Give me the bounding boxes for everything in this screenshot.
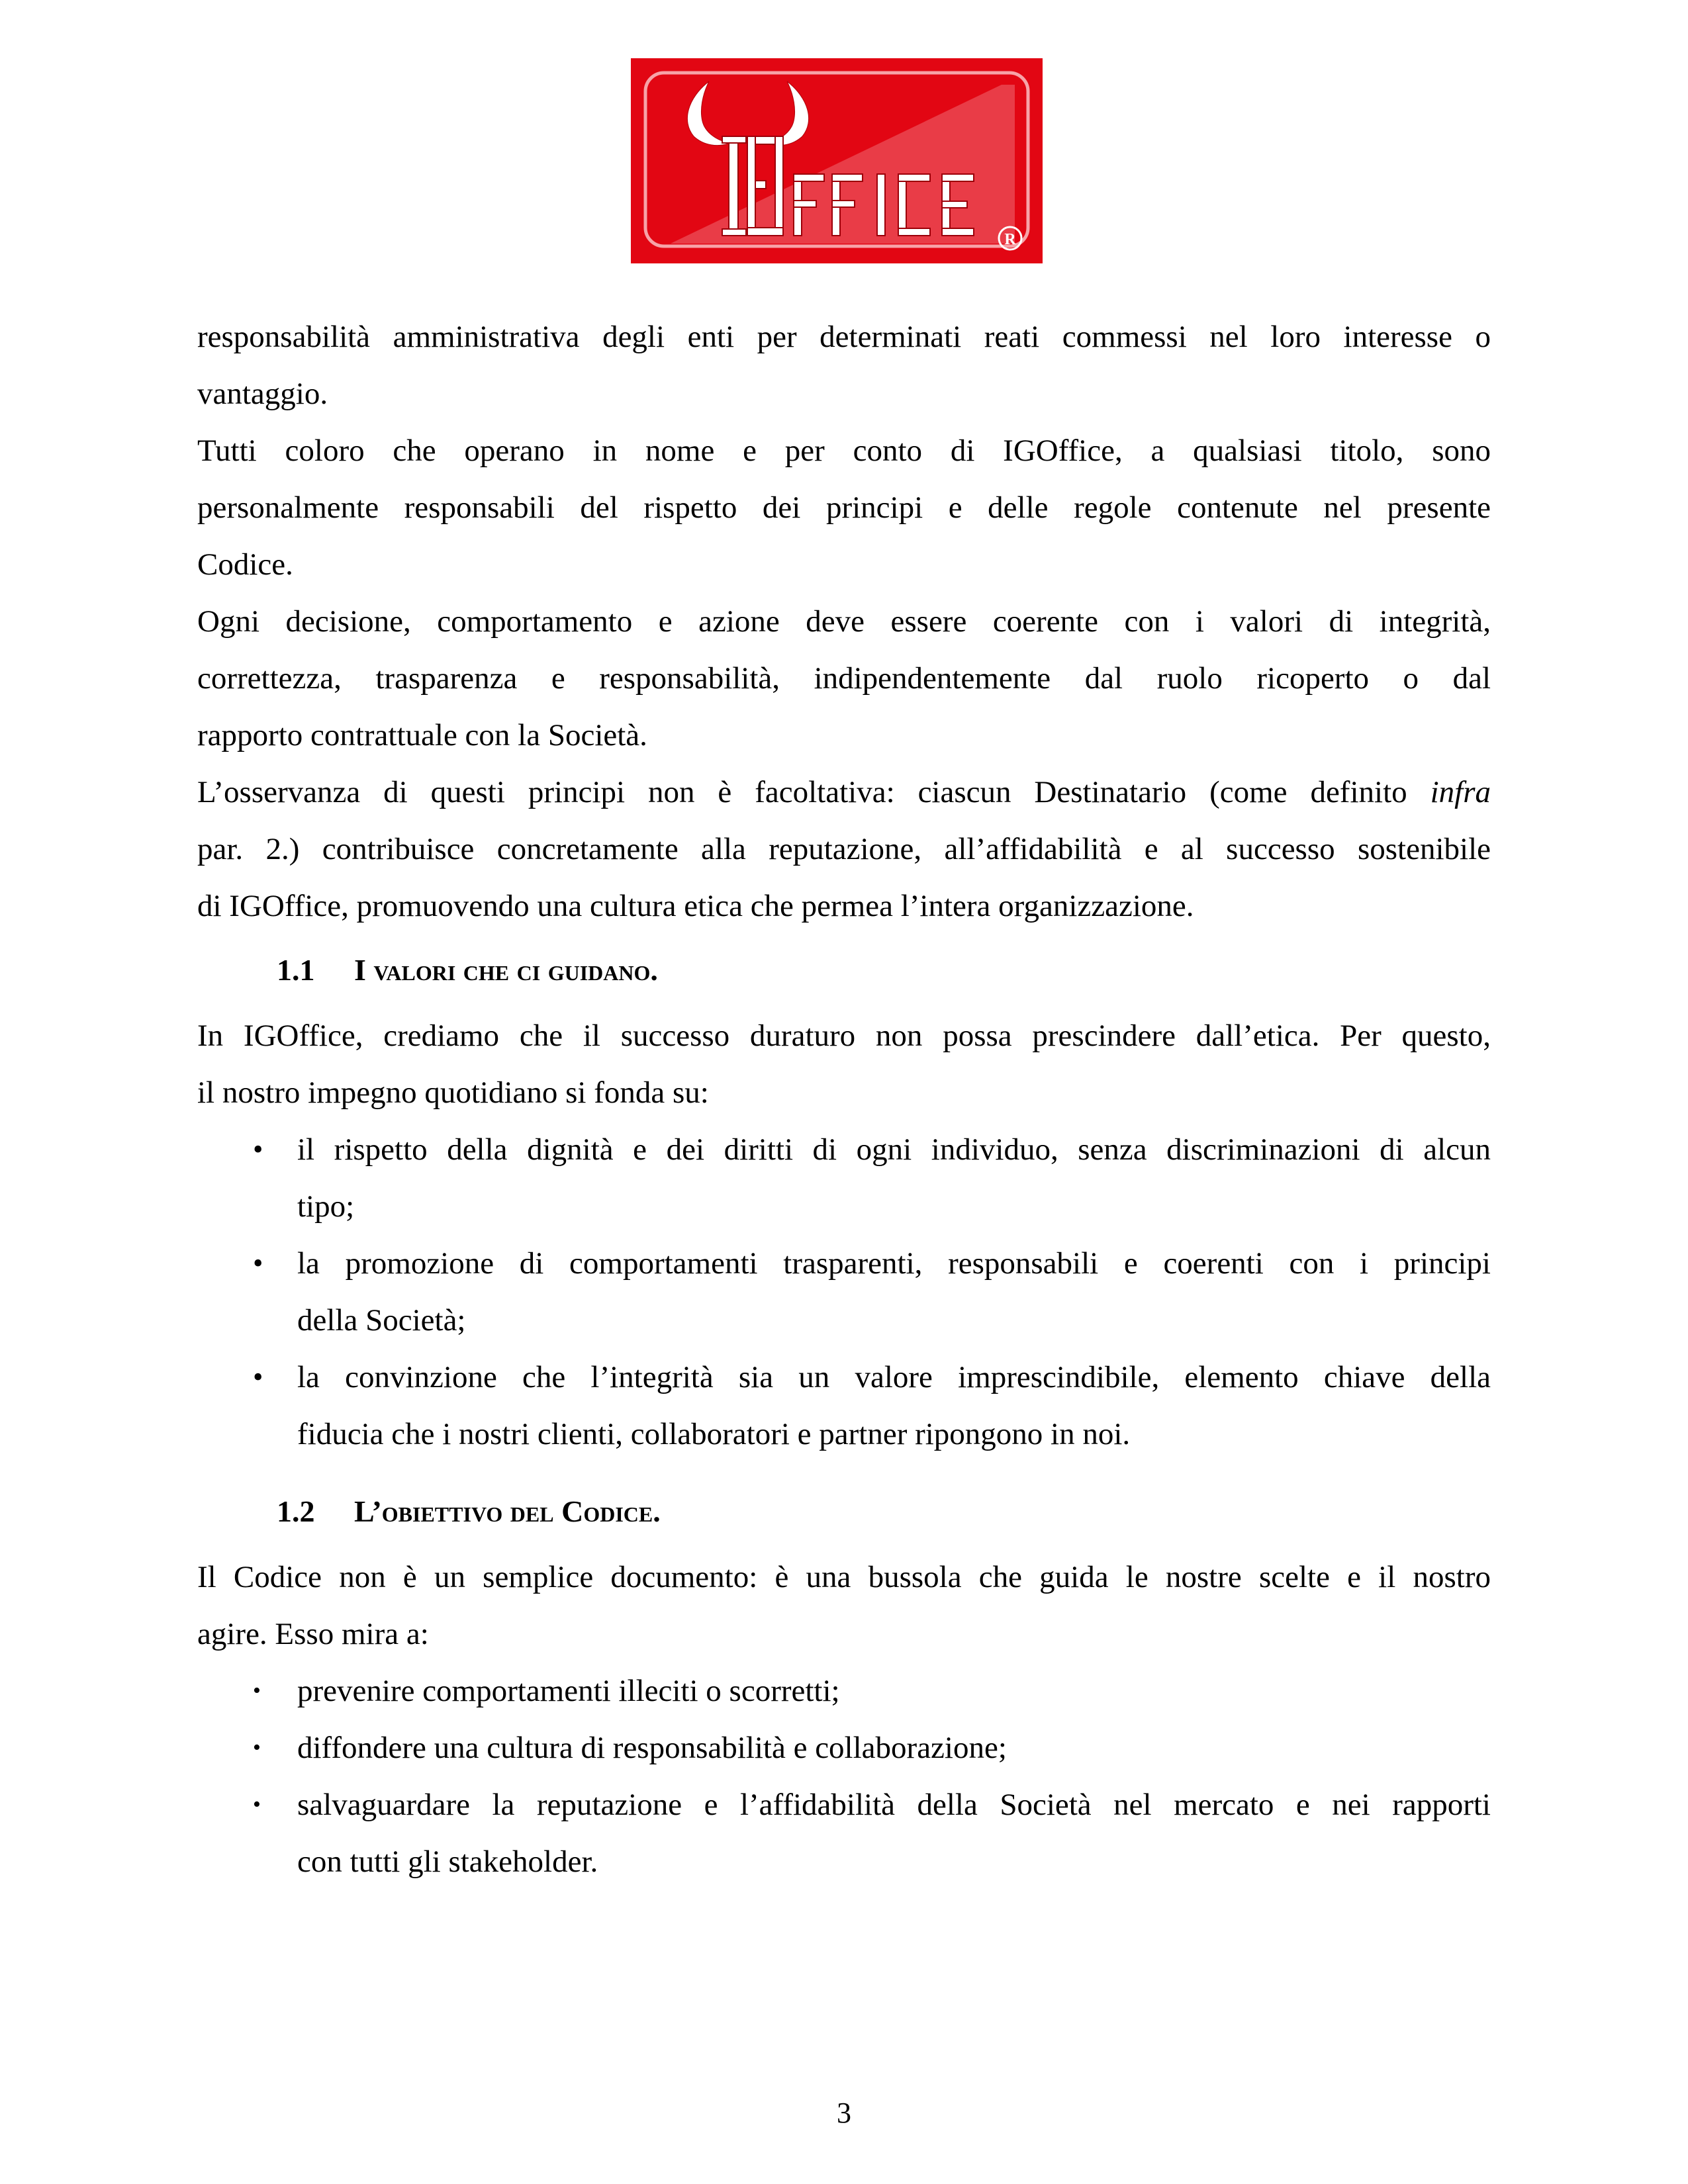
paragraph-values-line2: [197, 650, 1491, 707]
italic-term: infra: [1430, 775, 1491, 809]
text-line: la convinzione che l’integrità sia un valore imprescindibile, elemento chiave della: [297, 1360, 1491, 1394]
svg-text:R: R: [1004, 231, 1016, 248]
text-line: correttezza, trasparenza e responsabilità, indipendentemente dal ruolo ricoperto o dal: [197, 661, 1491, 696]
list-item: [197, 1235, 1491, 1349]
paragraph-observance-end: [197, 878, 1491, 934]
list-item: [197, 1121, 1491, 1235]
values-list: [197, 1121, 1491, 1463]
text-line: di IGOffice, promuovendo una cultura etica che permea l’intera organizzazione.: [197, 889, 1194, 923]
text-line: della Società;: [297, 1303, 466, 1338]
bullet-icon: •: [253, 1735, 261, 1760]
text-line: prevenire comportamenti illeciti o scorretti;: [297, 1674, 840, 1708]
text-line: salvaguardare la reputazione e l’affidabilità della Società nel mercato e nei rapporti: [297, 1788, 1491, 1822]
text-line: rapporto contrattuale con la Società.: [197, 718, 647, 752]
objectives-list: [197, 1662, 1491, 1890]
text-line: personalmente responsabili del rispetto dei principi e delle regole contenute nel presente: [197, 490, 1491, 525]
bullet-icon: •: [253, 1247, 263, 1279]
text-line: Ogni decisione, comportamento e azione deve essere coerente con i valori di integrità,: [197, 604, 1491, 639]
text-line: con tutti gli stakeholder.: [297, 1844, 598, 1879]
paragraph-values: [197, 593, 1491, 650]
bullet-icon: •: [253, 1678, 261, 1703]
list-item: [197, 1662, 1491, 1719]
list-item: [197, 1776, 1491, 1890]
list-item: [197, 1349, 1491, 1463]
text-line: Codice.: [197, 547, 293, 582]
text-line: agire. Esso mira a:: [197, 1617, 429, 1651]
section-1-1-intro-end: [197, 1064, 1491, 1121]
section-title: L’obiettivo del Codice.: [354, 1494, 661, 1528]
paragraph-responsibility-line2: [197, 479, 1491, 536]
section-1-2-intro-end: [197, 1606, 1491, 1662]
paragraph-responsibility-end: [197, 536, 1491, 593]
text-line: diffondere una cultura di responsabilità e collaborazione;: [297, 1731, 1007, 1765]
page-number: 3: [837, 2097, 851, 2129]
text-line: vantaggio.: [197, 377, 328, 411]
text-line: il rispetto della dignità e dei diritti di ogni individuo, senza discriminazioni di alcun: [297, 1132, 1491, 1167]
bullet-icon: •: [253, 1792, 261, 1817]
text-line: In IGOffice, crediamo che il successo duraturo non possa prescindere dall’etica. Per questo,: [197, 1019, 1491, 1053]
text-line: tipo;: [297, 1189, 355, 1224]
section-heading-1-1: [277, 950, 658, 990]
section-title: I valori che ci guidano.: [354, 953, 658, 987]
section-1-1-intro: [197, 1007, 1491, 1064]
paragraph-liability-end: [197, 365, 1491, 422]
paragraph-observance: [197, 764, 1491, 821]
section-heading-1-2: [277, 1492, 661, 1531]
text-line: responsabilità amministrativa degli enti per determinati reati commessi nel loro interesse o: [197, 320, 1491, 354]
igoffice-logo: [631, 58, 1043, 263]
text-line: par. 2.) contribuisce concretamente alla reputazione, all’affidabilità e al successo sostenibile: [197, 832, 1491, 866]
text-line: fiducia che i nostri clienti, collaboratori e partner ripongono in noi.: [297, 1417, 1131, 1451]
bullet-icon: •: [253, 1361, 263, 1393]
text-line: L’osservanza di questi principi non è facoltativa: ciascun Destinatario (come definito: [197, 775, 1430, 809]
text-line: la promozione di comportamenti trasparenti, responsabili e coerenti con i principi: [297, 1246, 1491, 1281]
paragraph-values-end: [197, 707, 1491, 764]
paragraph-responsibility: [197, 422, 1491, 479]
paragraph-observance-line2: [197, 821, 1491, 878]
section-1-2-intro: [197, 1549, 1491, 1606]
section-number: 1.2: [277, 1494, 315, 1528]
text-line: Tutti coloro che operano in nome e per conto di IGOffice, a qualsiasi titolo, sono: [197, 433, 1491, 468]
section-number: 1.1: [277, 953, 315, 987]
paragraph-liability: [197, 308, 1491, 365]
text-line: Il Codice non è un semplice documento: è una bussola che guida le nostre scelte e il nostro: [197, 1560, 1491, 1594]
bullet-icon: •: [253, 1133, 263, 1165]
text-line: il nostro impegno quotidiano si fonda su:: [197, 1075, 709, 1110]
list-item: [197, 1719, 1491, 1776]
